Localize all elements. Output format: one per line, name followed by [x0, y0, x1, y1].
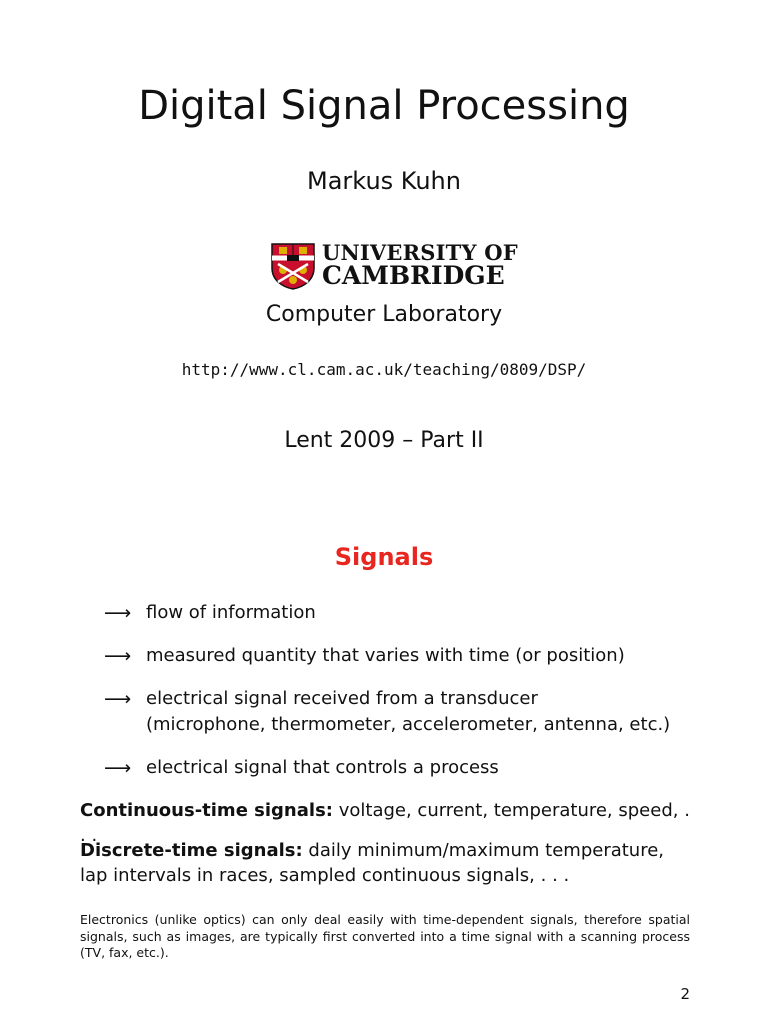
logo-text-line2: CAMBRIDGE — [322, 261, 505, 290]
bullet-text: flow of information — [146, 602, 316, 623]
bullet-list — [104, 600, 724, 781]
section-heading: Signals — [334, 543, 434, 571]
footnote: Electronics (unlike optics) can only deal easily with time-dependent signals, therefore spatial signals, such as images, are typically first converted into a time signal with a scanning process (TV, fax, etc.). — [80, 912, 690, 960]
university-logo — [270, 238, 518, 292]
logo-text-line1: UNIVERSITY OF — [322, 240, 518, 265]
bullet-text: measured quantity that varies with time (or position) — [146, 645, 625, 666]
course-url[interactable]: http://www.cl.cam.ac.uk/teaching/0809/DSP/ — [181, 360, 587, 379]
arrow-right-icon: ⟶ — [104, 602, 132, 624]
discrete-time-label: Discrete-time signals: — [80, 840, 303, 861]
discrete-time-paragraph — [80, 838, 700, 888]
bullet-text: electrical signal that controls a process — [146, 757, 499, 778]
discrete-time-text: daily minimum/maximum temperature, — [308, 840, 665, 861]
page-title: Digital Signal Processing — [138, 83, 630, 129]
bullet-text: electrical signal received from a transducer — [146, 688, 538, 709]
arrow-right-icon: ⟶ — [104, 757, 132, 779]
list-item — [104, 643, 724, 669]
arrow-right-icon: ⟶ — [104, 688, 132, 710]
continuous-time-label: Continuous-time signals: — [80, 800, 333, 821]
list-item — [104, 600, 724, 626]
department-name: Computer Laboratory — [265, 302, 503, 327]
continuous-time-text: voltage, current, temperature, speed, . . . — [80, 800, 690, 846]
page-number: 2 — [680, 985, 690, 1003]
term-label: Lent 2009 – Part II — [284, 428, 484, 453]
arrow-right-icon: ⟶ — [104, 645, 132, 667]
list-item — [104, 686, 724, 738]
discrete-time-text-continuation: lap intervals in races, sampled continuous signals, . . . — [80, 865, 570, 886]
bullet-text-continuation: (microphone, thermometer, accelerometer, antenna, etc.) — [146, 714, 671, 735]
author-name: Markus Kuhn — [307, 167, 461, 195]
cambridge-crest-icon — [270, 242, 316, 290]
list-item — [104, 755, 724, 781]
